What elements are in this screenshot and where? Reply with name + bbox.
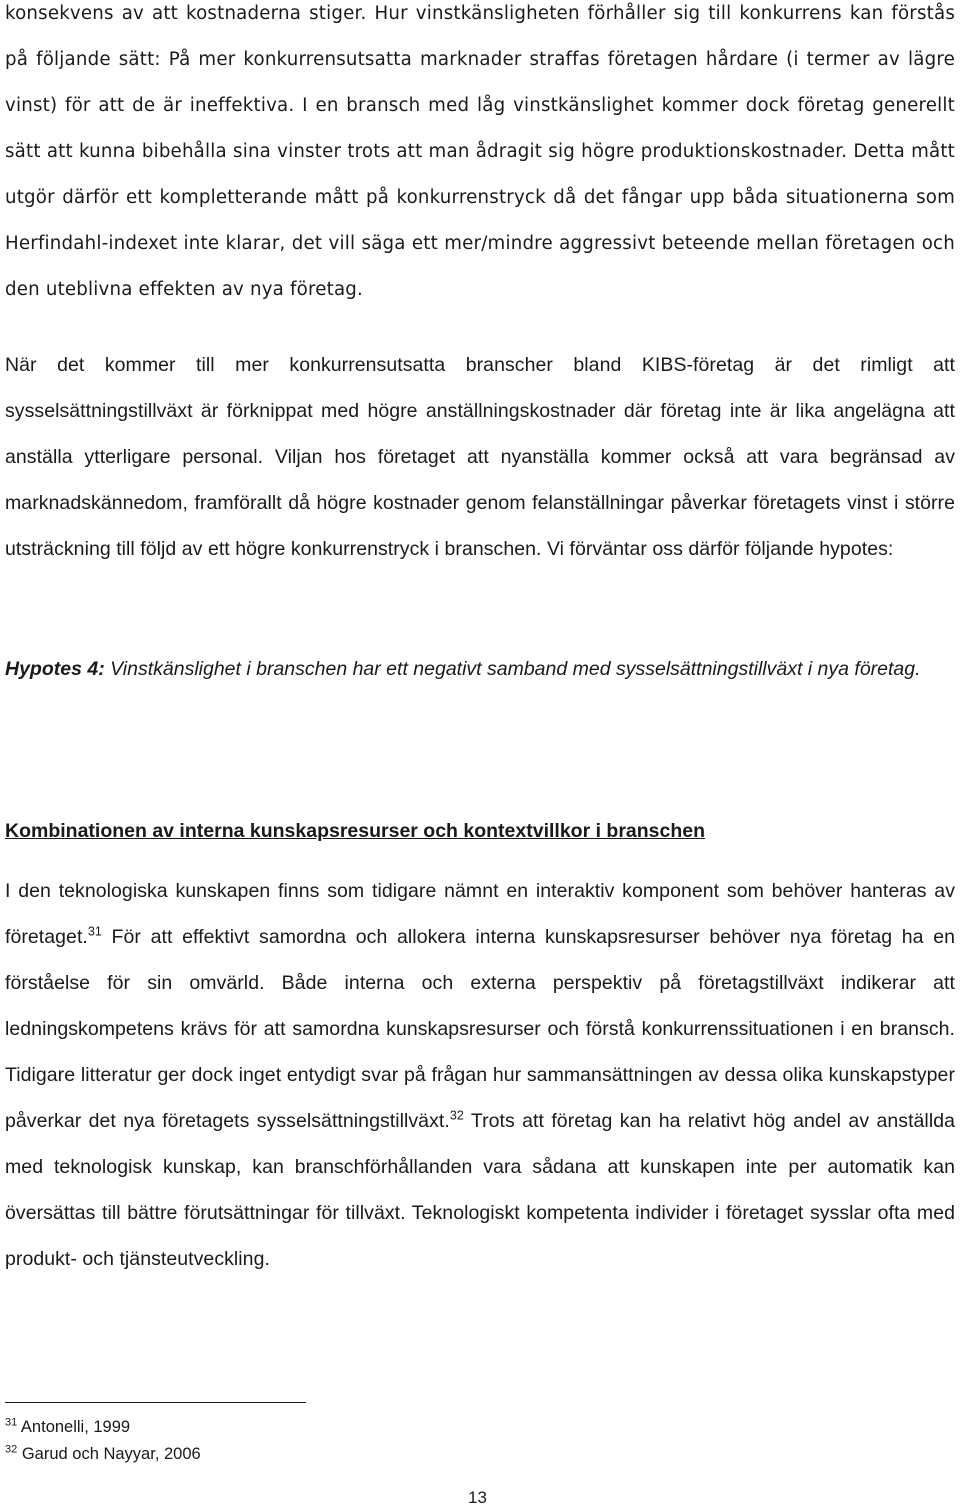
footnote-31 [5,1414,201,1441]
footnote-text: Garud och Nayyar, 2006 [17,1445,201,1463]
paragraph-3-part-3: Trots att företag kan ha relativt hög andel av anställda med teknologisk kunskap, kan branschförhållanden vara sådana att kunskapen inte per automatik kan översättas till bättre förutsättningar för tillväxt. Teknologiskt kompetenta individer i företaget sysslar ofta med produkt- och tjänsteutveckling. [5,1110,955,1270]
footnote-number: 31 [5,1416,18,1429]
footnote-text: Antonelli, 1999 [17,1418,131,1436]
footnote-separator [5,1402,306,1403]
paragraph-3-part-1: I den teknologiska kunskapen finns som tidigare nämnt en interaktiv komponent som behöver hanteras av företaget. [5,880,955,948]
footnote-ref-31[interactable]: 31 [87,924,102,939]
paragraph-konkurrensutsatta-branscher: När det kommer till mer konkurrensutsatta branscher bland KIBS-företag är det rimligt att sysselsättningstillväxt är förknippat med högre anställningskostnader där företag inte är lika angelägna att anställa ytterligare personal. Viljan hos företaget att nyanställa kommer också att vara begränsad av marknadskännedom, framförallt då högre kostnader genom felanställningar påverkar företagets vinst i större utsträckning till följd av ett högre konkurrenstryck i branschen. Vi förväntar oss därför följande hypotes: [5,354,955,560]
paragraph-kunskapsresurser [5,868,955,1282]
hypothesis-4 [5,652,955,686]
hypothesis-label: Hypotes 4: [5,658,105,680]
paragraph-vinstkanslighet: konsekvens av att kostnaderna stiger. Hur vinstkänsligheten förhåller sig till konkurrens kan förstås på följande sätt: På mer konkurrensutsatta marknader straffas företagen hårdare (i termer av lägre vinst) för att de är ineffektiva. I en bransch med låg vinstkänslighet kommer dock företag generellt sätt att kunna bibehålla sina vinster trots att man ådragit sig högre produktionskostnader. Detta mått utgör därför ett kompletterande mått på konkurrenstryck då det fångar upp båda situationerna som Herfindahl-indexet inte klarar, det vill säga ett mer/mindre aggressivt beteende mellan företagen och den uteblivna effekten av nya företag. [5,3,955,300]
section-heading: Kombinationen av interna kunskapsresurser och kontextvillkor i branschen [5,820,706,842]
footnotes [5,1414,201,1468]
footnote-32 [5,1441,201,1468]
page-number: 13 [468,1488,487,1507]
hypothesis-text: Vinstkänslighet i branschen har ett negativt samband med sysselsättningstillväxt i nya företag. [110,658,921,680]
footnote-ref-32[interactable]: 32 [449,1108,464,1123]
footnote-number: 32 [5,1443,18,1456]
paragraph-3-part-2: För att effektivt samordna och allokera interna kunskapsresurser behöver nya företag ha en förståelse för sin omvärld. Både interna och externa perspektiv på företagstillväxt indikerar att ledningskompetens krävs för att samordna kunskapsresurser och förstå konkurrenssituationen i en bransch. Tidigare litteratur ger dock inget entydigt svar på frågan hur sammansättningen av dessa olika kunskapstyper påverkar det nya företagets sysselsättningstillväxt. [5,926,955,1132]
